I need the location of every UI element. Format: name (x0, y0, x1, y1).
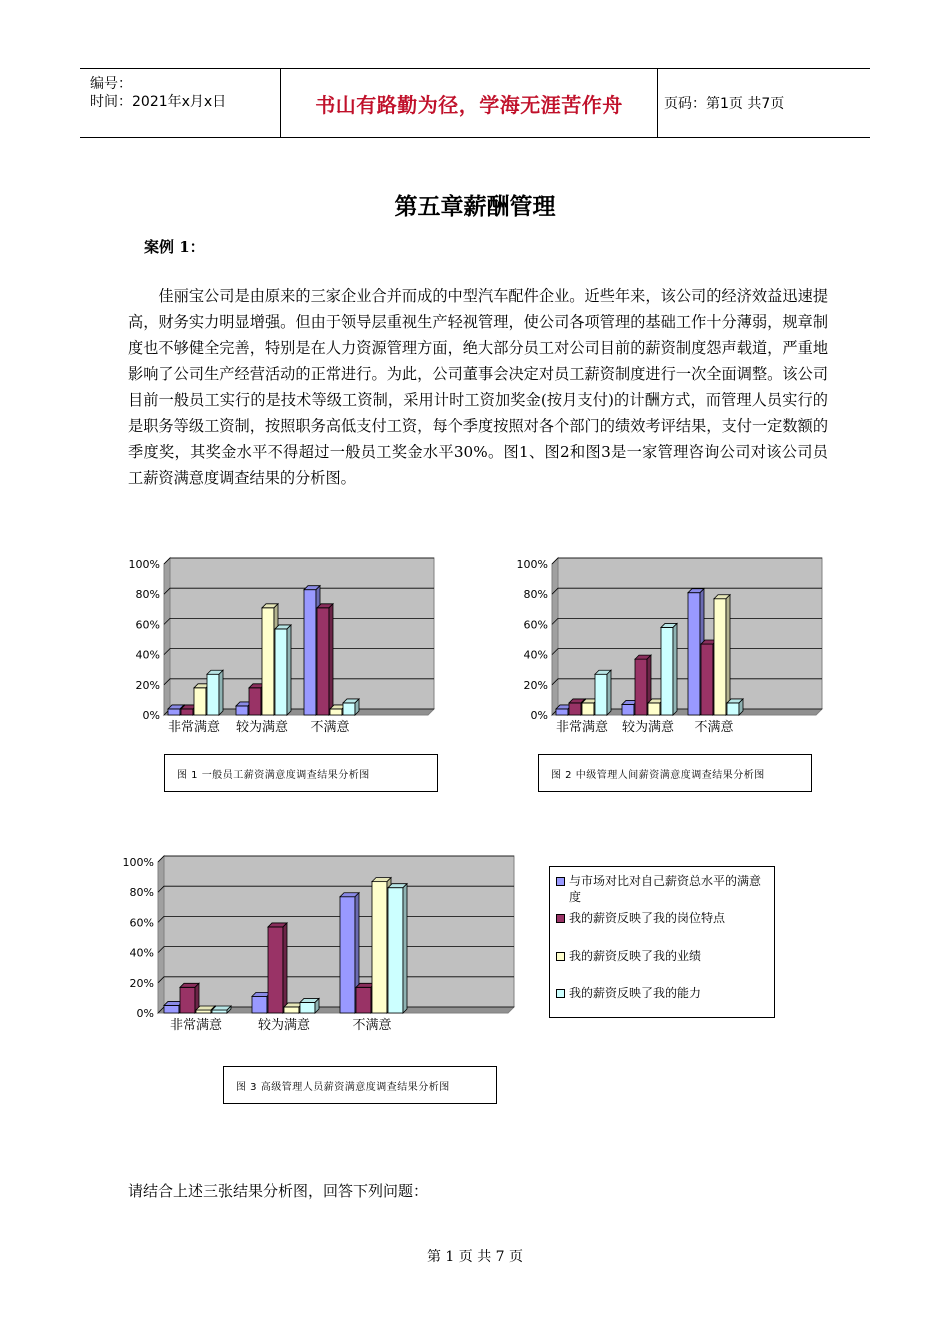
chart-1-caption: 图 1 一般员工薪资满意度调查结果分析图 (164, 754, 438, 792)
header-table (80, 68, 870, 138)
case-label: 案例 1： (144, 238, 205, 256)
case-paragraph: 佳丽宝公司是由原来的三家企业合并而成的中型汽车配件企业。近些年来，该公司的经济效益迅速提高，财务实力明显增强。但由于领导层重视生产轻视管理，使公司各项管理的基础工作十分薄弱，规章制度也不够健全完善，特别是在人力资源管理方面，绝大部分员工对公司目前的薪资制度怨声载道，严重地影响了公司生产经营活动的正常进行。为此，公司董事会决定对员工薪资制度进行一次全面调整。该公司目前一般员工实行的是技术等级工资制，采用计时工资加奖金(按月支付)的计酬方式，而管理人员实行的是职务等级工资制，按照职务高低支付工资，每个季度按照对各个部门的绩效考评结果，支付一定数额的季度奖，其奖金水平不得超过一般员工奖金水平30%。图1、图2和图3是一家管理咨询公司对该公司员工薪资满意度调查结果的分析图。 (128, 287, 828, 487)
plot-back-wall (164, 856, 514, 1007)
number-label: 编号： (90, 76, 132, 92)
bar (317, 604, 333, 715)
bar (388, 884, 407, 1013)
y-tick-label: 80% (523, 588, 548, 602)
y-tick-label: 0% (530, 709, 548, 722)
y-tick-label: 80% (135, 588, 160, 602)
plot-side-wall (158, 856, 164, 1013)
x-category-label: 非常满意 (555, 720, 609, 735)
y-tick-label: 100% (516, 558, 548, 571)
legend-swatch (556, 914, 565, 923)
y-tick-label: 60% (135, 618, 160, 632)
y-tick-label: 60% (129, 916, 154, 930)
y-tick-label: 100% (128, 558, 160, 571)
header-page-cell (658, 69, 870, 137)
x-category-label: 较为满意 (235, 720, 289, 735)
legend-item (556, 985, 766, 1001)
legend-swatch (556, 877, 565, 886)
plot-side-wall (552, 558, 558, 715)
chart-2-caption: 图 2 中级管理人间薪资满意度调查结果分析图 (538, 754, 812, 792)
legend-item (556, 910, 766, 926)
bar (343, 699, 359, 715)
plot-side-wall (164, 558, 170, 715)
legend-item (556, 948, 766, 964)
x-category-label: 不满意 (310, 720, 350, 735)
y-tick-label: 20% (129, 976, 154, 990)
y-tick-label: 60% (523, 618, 548, 632)
x-category-label: 不满意 (352, 1018, 392, 1033)
bar (212, 1006, 231, 1013)
header-left-cell (80, 69, 281, 137)
time-label: 时间：2021年x月x日 (90, 94, 227, 110)
chart-2 (512, 552, 832, 742)
y-tick-label: 20% (523, 678, 548, 692)
chart-1 (124, 552, 444, 742)
y-tick-label: 0% (142, 709, 160, 722)
y-tick-label: 80% (129, 886, 154, 900)
bar (727, 699, 743, 715)
legend-label: 我的薪资反映了我的业绩 (569, 949, 702, 963)
legend-item (556, 873, 766, 905)
y-tick-label: 20% (135, 678, 160, 692)
x-category-label: 不满意 (694, 720, 734, 735)
question-text: 请结合上述三张结果分析图，回答下列问题： (128, 1182, 429, 1200)
x-category-label: 非常满意 (169, 1018, 223, 1033)
bar (207, 670, 223, 715)
y-tick-label: 100% (122, 856, 154, 869)
y-tick-label: 0% (136, 1007, 154, 1020)
y-tick-label: 40% (135, 648, 160, 662)
page-info: 页码：第1页 共7页 (664, 96, 785, 112)
header-motto-cell (281, 69, 658, 137)
x-category-label: 较为满意 (257, 1018, 311, 1033)
y-tick-label: 40% (523, 648, 548, 662)
bar (268, 923, 287, 1013)
page-footer: 第 1 页 共 7 页 (426, 1249, 524, 1265)
bar (595, 670, 611, 715)
chart-legend (549, 866, 775, 1018)
bar (180, 983, 199, 1013)
y-tick-label: 40% (129, 946, 154, 960)
bar (661, 623, 677, 715)
bar (275, 625, 291, 715)
bar (300, 998, 319, 1013)
x-category-label: 非常满意 (167, 720, 221, 735)
motto: 书山有路勤为径，学海无涯苦作舟 (315, 92, 623, 117)
legend-label: 我的薪资反映了我的岗位特点 (569, 911, 726, 925)
x-category-label: 较为满意 (621, 720, 675, 735)
legend-label: 与市场对比对自己薪资总水平的满意度 (569, 874, 762, 904)
legend-swatch (556, 989, 565, 998)
page-title: 第五章薪酬管理 (394, 193, 556, 220)
chart-3-caption: 图 3 高级管理人员薪资满意度调查结果分析图 (223, 1066, 497, 1104)
legend-swatch (556, 952, 565, 961)
chart-3 (118, 850, 518, 1040)
bar (714, 595, 730, 715)
legend-label: 我的薪资反映了我的能力 (569, 986, 702, 1000)
